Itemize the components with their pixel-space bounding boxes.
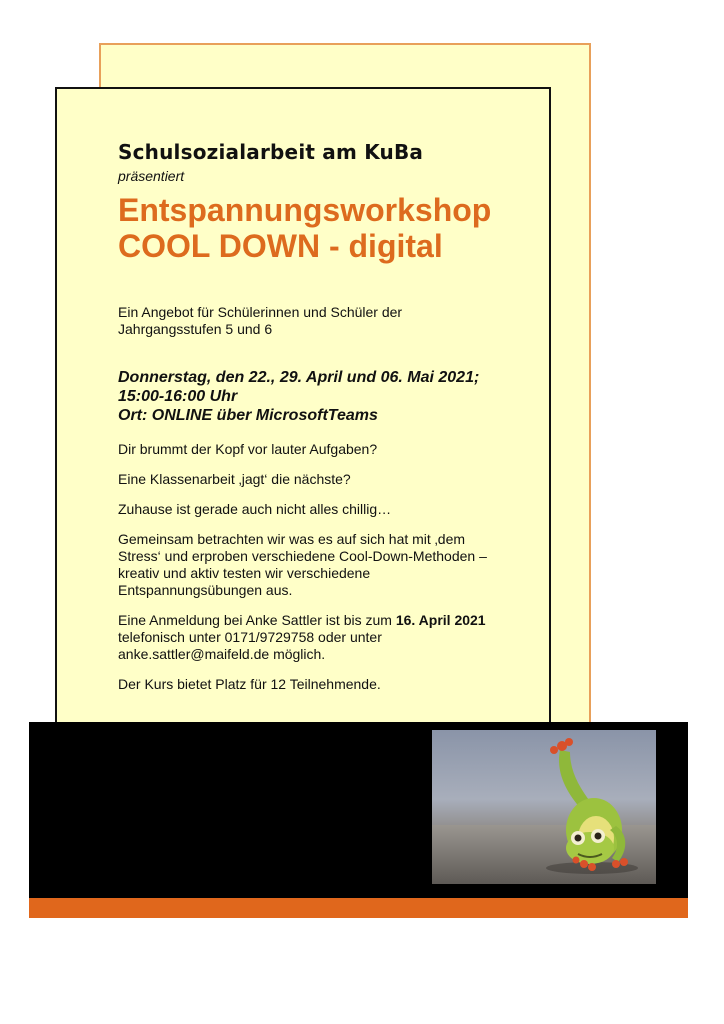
capacity-text: Der Kurs bietet Platz für 12 Teilnehmende.: [118, 676, 381, 692]
flyer-content: [118, 140, 528, 693]
frog-illustration: [432, 730, 656, 884]
event-time: 15:00-16:00 Uhr: [118, 388, 238, 405]
intro-text: [118, 304, 528, 338]
presents-label: präsentiert: [118, 168, 185, 184]
title-line-2: COOL DOWN - digital: [118, 228, 443, 264]
event-details: [118, 368, 528, 425]
footer-orange-bar: [29, 898, 688, 918]
description-line-1: Gemeinsam betrachten wir was es auf sich hat mit ‚dem: [118, 531, 466, 547]
organization-name: Schulsozialarbeit am KuBa: [118, 140, 424, 164]
registration-deadline: 16. April 2021: [395, 612, 486, 628]
registration-phone: telefonisch unter 0171/9729758 oder unter: [118, 629, 382, 645]
question-3: Zuhause ist gerade auch nicht alles chillig…: [118, 501, 392, 517]
registration-paragraph: [118, 612, 528, 663]
title-line-1: Entspannungsworkshop: [118, 192, 492, 228]
event-title: [118, 192, 528, 264]
description-line-3: kreativ und aktiv testen wir verschiedene: [118, 565, 371, 581]
description-line-4: Entspannungsübungen aus.: [118, 582, 293, 598]
intro-line-1: Ein Angebot für Schülerinnen und Schüler der: [118, 304, 403, 320]
intro-line-2: Jahrgangsstufen 5 und 6: [118, 321, 273, 337]
description-paragraph: [118, 531, 528, 599]
question-1: Dir brummt der Kopf vor lauter Aufgaben?: [118, 441, 378, 457]
question-2: Eine Klassenarbeit ‚jagt‘ die nächste?: [118, 471, 351, 487]
registration-prefix: Eine Anmeldung bei Anke Sattler ist bis zum: [118, 612, 396, 628]
description-line-2: Stress‘ und erproben verschiedene Cool-Down-Methoden –: [118, 548, 487, 564]
frog-figurine-photo: [432, 730, 656, 884]
event-location: Ort: ONLINE über MicrosoftTeams: [118, 407, 378, 424]
registration-email: anke.sattler@maifeld.de möglich.: [118, 646, 326, 662]
event-dates: Donnerstag, den 22., 29. April und 06. Mai 2021;: [118, 369, 480, 386]
